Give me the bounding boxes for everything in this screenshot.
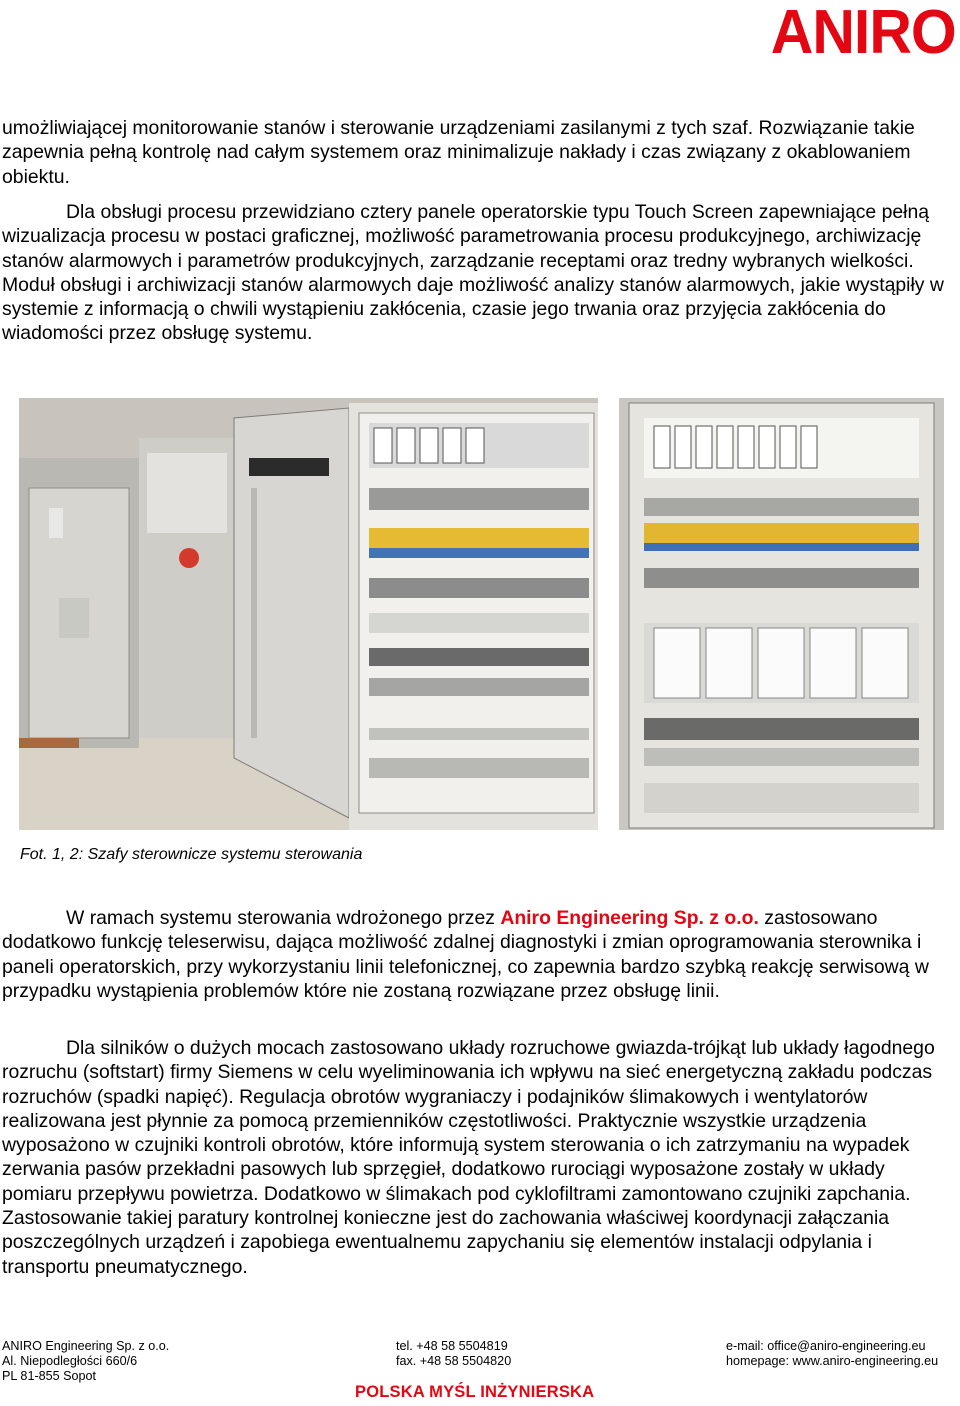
teleservice-lead: W ramach systemu sterowania wdrożonego przez — [66, 907, 501, 929]
photo-control-cabinet-2 — [619, 398, 944, 830]
footer-phone — [396, 1339, 511, 1369]
figure-caption: Fot. 1, 2: Szafy sterownicze systemu sterowania — [20, 846, 363, 863]
brand-name-inline: Aniro Engineering Sp. z o.o. — [500, 907, 759, 929]
footer-contact — [726, 1339, 938, 1369]
footer-address — [2, 1339, 169, 1384]
footer-city: PL 81-855 Sopot — [2, 1369, 97, 1383]
teleservice-rest: zastosowano dodatkowo funkcję teleserwisu, dająca możliwość zdalnej diagnostyki i zmian oprogramowania sterownika i paneli operatorskich, przy wykorzystaniu linii telefonicznej, co zapewnia bardzo szybką reakcję serwisową w przypadku wystąpienia problemów które nie zostaną rozwiązane przez obsługę linii. — [2, 907, 929, 1002]
paragraph-motors: Dla silników o dużych mocach zastosowano układy rozruchowe gwiazda-trójkąt lub układy łagodnego rozruchu (softstart) firmy Siemens w celu wyeliminowania ich wpływu na sieć energetyczną zakładu podczas rozruchów (spadki napięć). Regulacja obrotów wygraniaczy i podajników ślimakowych i wentylatorów realizowana jest płynnie za pomocą przemienników częstotliwości. Praktycznie wszystkie urządzenia wyposażono w czujniki kontroli obrotów, które informują system sterowania o ich zatrzymaniu na wypadek zerwania pasów przekładni pasowych lub sprzęgieł, dodatkowo rurociągi wyposażone zostały w układy pomiaru przepływu powietrza. Dodatkowo w ślimakach pod cyklofiltrami zamontowano czujniki zapchania. Zastosowanie takiej paratury kontrolnej konieczne jest do zachowania właściwej koordynacji załączania poszczególnych urządzeń i zapobiega ewentualnemu zapychaniu się elementów instalacji odpylania i transportu pneumatycznego. — [2, 1037, 935, 1278]
paragraph-operator-panels: Dla obsługi procesu przewidziano cztery panele operatorskie typu Touch Screen zapewniające pełną wizualizacja procesu w postaci graficznej, możliwość parametrowania procesu produkcyjnego, archiwizację stanów alarmowych i parametrów produkcyjnych, zarządzanie receptami oraz tredny wybranych wielkości. Moduł obsługi i archiwizacji stanów alarmowych daje możliwość analizy stanów alarmowych, jakie wystąpiły w systemie z informacją o chwili wystąpieniu zakłócenia, czasie jego trwania oraz przyjęcia zakłócenia do wiadomości przez obsługę systemu. — [2, 201, 944, 345]
footer-fax: fax. +48 58 5504820 — [396, 1354, 512, 1368]
footer-company: ANIRO Engineering Sp. z o.o. — [2, 1339, 170, 1353]
company-logo: ANIRO — [770, 0, 956, 67]
footer-tel: tel. +48 58 5504819 — [396, 1339, 508, 1353]
footer-homepage[interactable]: homepage: www.aniro-engineering.eu — [726, 1354, 939, 1368]
footer-email[interactable]: e-mail: office@aniro-engineering.eu — [726, 1339, 926, 1353]
paragraph-intro: umożliwiającej monitorowanie stanów i sterowanie urządzeniami zasilanymi z tych szaf. Rozwiązanie takie zapewnia pełną kontrolę nad całym systemem oraz minimalizuje nakłady i czas związany z okablowaniem obiektu. — [2, 117, 915, 188]
paragraph-teleservice — [2, 906, 958, 1003]
footer-slogan: POLSKA MYŚL INŻYNIERSKA — [355, 1383, 595, 1401]
footer-street: Al. Niepodległości 660/6 — [2, 1354, 138, 1368]
photo-control-cabinet-1 — [19, 398, 598, 830]
